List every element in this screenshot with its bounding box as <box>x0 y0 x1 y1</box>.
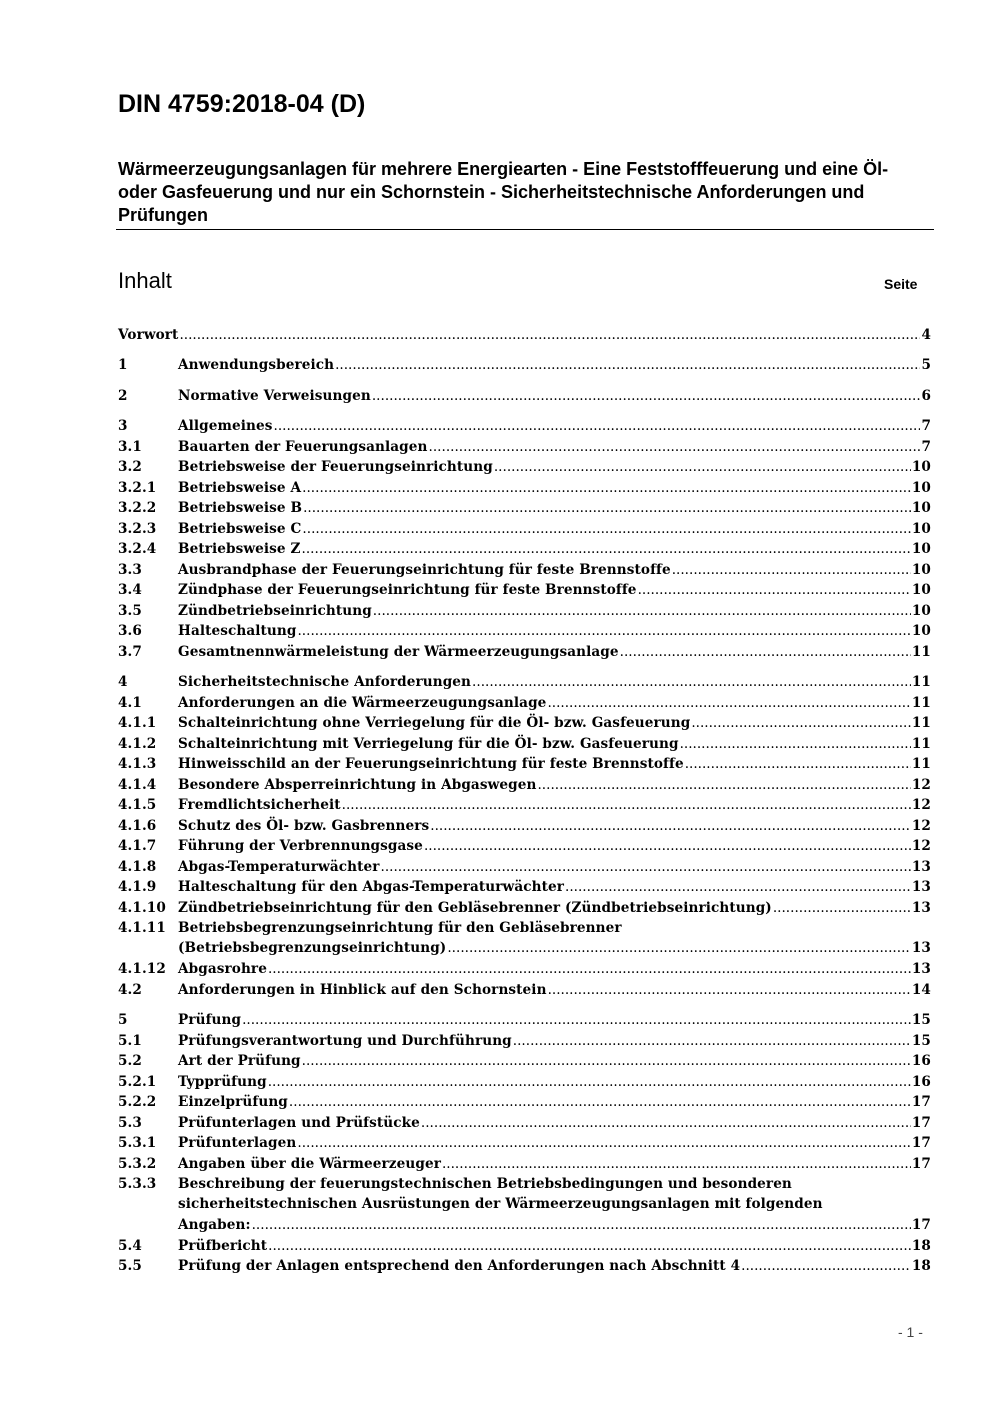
toc-entry-title: Art der Prüfung <box>178 1053 301 1069</box>
toc-entry-page: 10 <box>911 541 931 557</box>
toc-entry-number: 3.5 <box>118 603 142 619</box>
toc-entry-title: Zündbetriebseinrichtung <box>178 603 372 619</box>
toc-entry-title: Prüfung <box>178 1012 242 1028</box>
toc-dot-leader <box>672 560 911 580</box>
toc-entry-page: 17 <box>911 1156 931 1172</box>
toc-entry-title: Anforderungen in Hinblick auf den Schornstein <box>178 982 547 998</box>
toc-entry-number: 5.3.1 <box>118 1135 157 1151</box>
toc-entry-page: 11 <box>911 756 931 772</box>
toc-entry-title: Betriebsweise Z <box>178 541 301 557</box>
toc-dot-leader <box>680 734 911 754</box>
toc-entry-page: 12 <box>911 777 931 793</box>
toc-entry-number: 3.2.1 <box>118 480 157 496</box>
toc-entry-page: 10 <box>911 603 931 619</box>
toc-entry-number: 4.1.3 <box>118 756 157 772</box>
toc-entry-title: Angaben über die Wärmeerzeuger <box>178 1156 441 1172</box>
toc-entry-page: 10 <box>911 623 931 639</box>
toc-dot-leader <box>242 1010 911 1030</box>
toc-dot-leader <box>620 642 911 662</box>
toc-entry-number: 4.1.12 <box>118 961 166 977</box>
toc-entry-number: 4.1.11 <box>118 920 166 936</box>
toc-entry-title: Halteschaltung <box>178 623 297 639</box>
toc-entry-title: Allgemeines <box>178 418 273 434</box>
toc-entry-title: Betriebsweise B <box>178 500 303 516</box>
toc-entry-title: (Betriebsbegrenzungseinrichtung) <box>178 940 447 957</box>
toc-entry-number: 1 <box>118 357 128 373</box>
toc-entry-number: 4.1.7 <box>118 838 157 854</box>
toc-entry-number: 5.1 <box>118 1033 142 1049</box>
toc-entry-number: 5.3.2 <box>118 1156 157 1172</box>
document-id: DIN 4759:2018-04 (D) <box>118 90 366 118</box>
toc-entry-number: 4.2 <box>118 982 142 998</box>
toc-entry-title: Zündbetriebseinrichtung für den Gebläsebrenner (Zündbetriebseinrichtung) <box>178 900 772 916</box>
toc-dot-leader <box>372 386 921 406</box>
toc-entry-title: Schalteinrichtung mit Verriegelung für die Öl- bzw. Gasfeuerung <box>178 736 679 752</box>
toc-entry-number: 5.5 <box>118 1258 142 1274</box>
toc-entry-title: Anwendungsbereich <box>178 357 335 373</box>
toc-entry-title: Zündphase der Feuerungseinrichtung für feste Brennstoffe <box>178 582 637 598</box>
toc-dot-leader <box>691 713 911 733</box>
toc-dot-leader <box>430 816 911 836</box>
toc-entry-page: 11 <box>911 736 931 752</box>
toc-dot-leader <box>421 1113 911 1133</box>
toc-entry-number: 4.1 <box>118 695 142 711</box>
toc-entry-number: 4.1.9 <box>118 879 157 895</box>
toc-entry-number: 3.2 <box>118 459 142 475</box>
toc-dot-leader <box>302 478 911 498</box>
toc-entry-title: Prüfung der Anlagen entsprechend den Anforderungen nach Abschnitt 4 <box>178 1258 741 1274</box>
toc-entry-page: 12 <box>911 818 931 834</box>
toc-dot-leader <box>429 437 921 457</box>
toc-entry-number: 3.2.2 <box>118 500 157 516</box>
toc-entry-page: 17 <box>911 1094 931 1110</box>
toc-heading: Inhalt <box>118 268 172 293</box>
toc-entry-page: 15 <box>911 1012 931 1028</box>
toc-entry-title: Betriebsweise A <box>178 480 302 496</box>
toc-entry-page: 17 <box>911 1216 931 1233</box>
toc-entry-page: 10 <box>911 459 931 475</box>
toc-entry-title: Normative Verweisungen <box>178 388 371 404</box>
toc-entry-page: 13 <box>911 961 931 977</box>
toc-entry-title: Abgasrohre <box>178 961 267 977</box>
toc-dot-leader <box>373 601 911 621</box>
toc-dot-leader <box>302 1051 911 1071</box>
toc-entry-title: Schalteinrichtung ohne Verriegelung für die Öl- bzw. Gasfeuerung <box>178 715 691 731</box>
toc-entry-page: 4 <box>921 327 931 343</box>
toc-dot-leader <box>252 1215 911 1235</box>
toc-entry-title: Prüfunterlagen <box>178 1135 297 1151</box>
toc-entry-number: 4 <box>118 674 128 690</box>
page-column-label: Seite <box>884 276 918 292</box>
toc-entry-title: Prüfungsverantwortung und Durchführung <box>178 1033 512 1049</box>
toc-entry-title: Betriebsweise der Feuerungseinrichtung <box>178 459 493 475</box>
toc-entry-number: 4.1.8 <box>118 859 157 875</box>
toc-entry-page: 10 <box>911 500 931 516</box>
toc-entry-page: 10 <box>911 562 931 578</box>
toc-entry-title: Betriebsbegrenzungseinrichtung für den Gebläsebrenner <box>178 920 622 936</box>
toc-entry-page: 17 <box>911 1135 931 1151</box>
toc-entry-title: Abgas-Temperaturwächter <box>178 859 380 875</box>
toc-entry-title: Prüfunterlagen und Prüfstücke <box>178 1115 420 1131</box>
toc-entry-title: Ausbrandphase der Feuerungseinrichtung für feste Brennstoffe <box>178 562 671 578</box>
toc-entry-page: 7 <box>921 439 931 455</box>
toc-entry-page: 6 <box>921 388 931 404</box>
toc-entry-page: 11 <box>911 715 931 731</box>
toc-entry-title: Fremdlichtsicherheit <box>178 797 341 813</box>
toc-dot-leader <box>297 1133 910 1153</box>
toc-entry-number: 5.3.3 <box>118 1176 157 1192</box>
toc-dot-leader <box>447 938 911 958</box>
toc-entry-number: 4.1.2 <box>118 736 157 752</box>
toc-dot-leader <box>773 898 911 918</box>
toc-dot-leader <box>268 959 911 979</box>
document-title: Wärmeerzeugungsanlagen für mehrere Energiearten - Eine Feststofffeuerung und eine Öl- oder Gasfeuerung und nur ein Schornstein - Sicherheitstechnische Anforderungen und Prüfungen <box>118 159 889 225</box>
toc-entry-title: Schutz des Öl- bzw. Gasbrenners <box>178 818 430 834</box>
toc-entry-title: Führung der Verbrennungsgase <box>178 838 423 854</box>
toc-dot-leader <box>381 857 911 877</box>
toc-entry-page: 11 <box>911 674 931 690</box>
toc-entry-page: 13 <box>911 879 931 895</box>
toc-entry-number: 3.6 <box>118 623 142 639</box>
toc-entry-title: Gesamtnennwärmeleistung der Wärmeerzeugungsanlage <box>178 644 619 660</box>
toc-entry-number: 4.1.10 <box>118 900 166 916</box>
toc-entry-page: 16 <box>911 1074 931 1090</box>
toc-entry-number: 4.1.5 <box>118 797 157 813</box>
toc-entry-page: 10 <box>911 521 931 537</box>
toc-entry-page: 13 <box>911 859 931 875</box>
toc-entry-page: 10 <box>911 480 931 496</box>
toc-entry-number: 3.4 <box>118 582 142 598</box>
toc-entry-title: Typprüfung <box>178 1074 267 1090</box>
toc-entry-page: 17 <box>911 1115 931 1131</box>
toc-entry-title: Besondere Absperreinrichtung in Abgaswegen <box>178 777 537 793</box>
toc-dot-leader <box>303 498 911 518</box>
toc-dot-leader <box>268 1072 911 1092</box>
toc-entry-title: Hinweisschild an der Feuerungseinrichtung für feste Brennstoffe <box>178 756 684 772</box>
toc-entry-page: 10 <box>911 582 931 598</box>
toc-entry-title: Anforderungen an die Wärmeerzeugungsanlage <box>178 695 547 711</box>
toc-entry-number: 3.1 <box>118 439 142 455</box>
toc-entry-title: Sicherheitstechnische Anforderungen <box>178 674 472 690</box>
toc-entry-number: 3.2.3 <box>118 521 157 537</box>
toc-entry-page: 14 <box>911 982 931 998</box>
toc-entry-page: 7 <box>921 418 931 434</box>
toc-dot-leader <box>297 621 910 641</box>
toc-dot-leader <box>685 754 911 774</box>
page-number: - 1 - <box>898 1324 923 1340</box>
toc-dot-leader <box>342 795 911 815</box>
toc-entry-title: Halteschaltung für den Abgas-Temperaturwächter <box>178 879 565 895</box>
toc-dot-leader <box>302 539 911 559</box>
toc-entry-page: 13 <box>911 940 931 957</box>
toc-entry-title: Bauarten der Feuerungsanlagen <box>178 439 428 455</box>
toc-entry-number: 5.2 <box>118 1053 142 1069</box>
toc-entry-number: 5.4 <box>118 1238 142 1254</box>
toc-entry-page: 16 <box>911 1053 931 1069</box>
toc-dot-leader <box>424 836 911 856</box>
toc-dot-leader <box>335 355 920 375</box>
toc-dot-leader <box>548 980 911 1000</box>
toc-entry-number: 3.3 <box>118 562 142 578</box>
toc-dot-leader <box>274 416 921 436</box>
toc-entry-number: 4.1.1 <box>118 715 157 731</box>
toc-entry-number: 3.7 <box>118 644 142 660</box>
toc-entry-number: 4.1.6 <box>118 818 157 834</box>
toc-entry-number: 2 <box>118 388 128 404</box>
toc-dot-leader <box>289 1092 911 1112</box>
toc-entry-number: 3 <box>118 418 128 434</box>
toc-entry-page: 18 <box>911 1238 931 1254</box>
toc-entry-page: 13 <box>911 900 931 916</box>
toc-dot-leader <box>547 693 910 713</box>
toc-entry-page: 12 <box>911 838 931 854</box>
toc-dot-leader <box>494 457 911 477</box>
toc-dot-leader <box>565 877 911 897</box>
toc-entry-title: Beschreibung der feuerungstechnischen Betriebsbedingungen und besonderen <box>178 1176 792 1192</box>
toc-entry-number: 3.2.4 <box>118 541 157 557</box>
toc-entry-page: 18 <box>911 1258 931 1274</box>
toc-entry-title: Einzelprüfung <box>178 1094 288 1110</box>
toc-dot-leader <box>537 775 910 795</box>
toc-dot-leader <box>741 1256 911 1276</box>
toc-entry-page: 5 <box>921 357 931 373</box>
toc-entry-title: Betriebsweise C <box>178 521 302 537</box>
toc-dot-leader <box>513 1031 911 1051</box>
toc-entry-number: 4.1.4 <box>118 777 157 793</box>
toc-dot-leader <box>179 325 920 345</box>
toc-dot-leader <box>638 580 911 600</box>
toc-entry-title: Prüfbericht <box>178 1238 268 1254</box>
toc-dot-leader <box>442 1154 911 1174</box>
toc-dot-leader <box>302 519 910 539</box>
toc-entry-number: 5 <box>118 1012 128 1028</box>
toc-entry-page: 11 <box>911 644 931 660</box>
toc-entry-number: 5.2.1 <box>118 1074 157 1090</box>
toc-entry-number: 5.2.2 <box>118 1094 157 1110</box>
toc-dot-leader <box>472 672 911 692</box>
toc-entry-title: Vorwort <box>118 327 179 343</box>
toc-entry-page: 15 <box>911 1033 931 1049</box>
toc-entry-title: Angaben: <box>178 1216 251 1233</box>
toc-entry-title: sicherheitstechnischen Ausrüstungen der Wärmeerzeugungsanlagen mit folgenden <box>178 1196 823 1213</box>
title-rule <box>116 229 934 230</box>
toc-entry-number: 5.3 <box>118 1115 142 1131</box>
toc-entry-page: 12 <box>911 797 931 813</box>
toc-entry-page: 11 <box>911 695 931 711</box>
toc-dot-leader <box>268 1236 911 1256</box>
